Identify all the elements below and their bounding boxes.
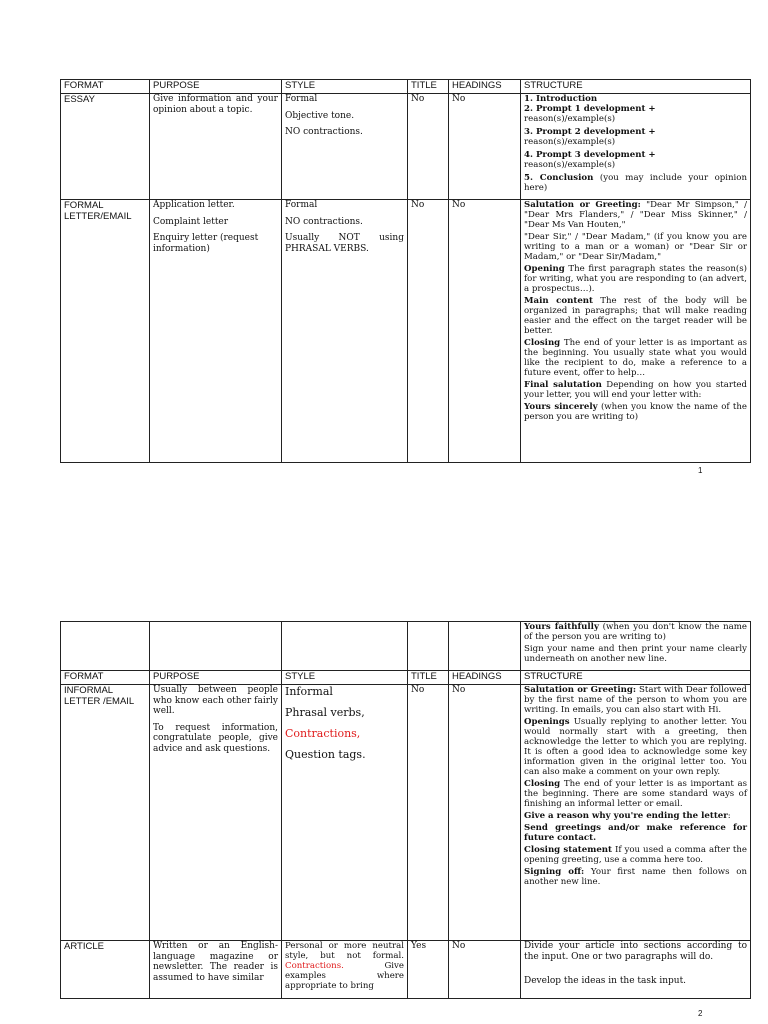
formal-closing-text: The end of your letter is as important as the beginning. You usually state what you would like the recipient to do, make a reference to a future event, offer to help…	[524, 338, 747, 378]
essay-step-3: 3. Prompt 2 development +	[524, 127, 656, 137]
header-format: FORMAT	[61, 80, 150, 94]
style-item: Objective tone.	[285, 110, 355, 121]
page2-table	[60, 621, 751, 999]
essay-step-5-detail: (you may include your opinion here)	[524, 173, 747, 193]
structure-article	[521, 941, 751, 999]
format-informal: INFORMAL LETTER /EMAIL	[61, 685, 150, 941]
essay-step-4: 4. Prompt 3 development +	[524, 150, 656, 160]
informal-closing-text: The end of your letter is as important as the beginning. There are some standard ways of finishing an informal letter or email.	[524, 779, 747, 809]
style-article-examples: Give examples where appropriate to bring	[285, 961, 404, 991]
table-row-article	[61, 941, 751, 999]
title-essay: No	[408, 94, 449, 200]
structure-essay	[521, 94, 751, 200]
header-style: STYLE	[282, 80, 408, 94]
header-structure: STRUCTURE	[521, 80, 751, 94]
style-item: Usually NOT using PHRASAL VERBS.	[285, 233, 404, 254]
formal-closing	[524, 338, 747, 378]
style-article-text: Personal or more neutral style, but not formal.	[285, 941, 404, 961]
table-header-row	[61, 80, 751, 94]
informal-greetings	[524, 823, 747, 843]
style-item: NO contractions.	[285, 216, 363, 227]
style-formal	[282, 200, 408, 463]
style-informal	[282, 685, 408, 941]
essay-step-3-detail: reason(s)/example(s)	[524, 137, 616, 147]
informal-signing-text: Your first name then follows on another new line.	[524, 867, 748, 887]
formal-yours-faithfully-label: Yours faithfully	[524, 622, 599, 632]
essay-step-4-detail: reason(s)/example(s)	[524, 160, 616, 170]
essay-step-1: 1. Introduction	[524, 94, 598, 104]
purpose-essay: Give information and your opinion about a topic.	[150, 94, 282, 200]
purpose-item: Complaint letter	[153, 216, 229, 227]
formal-final-label: Final salutation	[524, 380, 602, 390]
format-essay: ESSAY	[61, 94, 150, 200]
purpose-item: Usually between people who know each other fairly well.	[153, 685, 278, 716]
formal-final-text: Depending on how you started your letter, you will end your letter with:	[524, 380, 747, 400]
informal-salutation-text: Start with Dear followed by the first name of the person to whom you are writing. In emails, you can also start with Hi.	[524, 685, 747, 715]
formal-yours-text: (when you know the name of the person you are writing to)	[524, 402, 747, 422]
formal-main-text: The rest of the body will be organized in paragraphs; that will make reading easier and the effect on the target reader will be better.	[524, 296, 747, 336]
formal-salutation	[524, 200, 747, 230]
formal-yours-faithfully-text: (when you don't know the name of the person you are writing to)	[524, 622, 747, 642]
formal-yours-label: Yours sincerely	[524, 402, 598, 412]
formal-main-label: Main content	[524, 296, 593, 306]
formal-sign: Sign your name and then print your name clearly underneath on another new line.	[524, 644, 747, 664]
headings-informal: No	[449, 685, 521, 941]
style-item: Informal	[285, 685, 333, 698]
purpose-informal	[150, 685, 282, 941]
table-header-row	[61, 671, 751, 685]
formal-salutation-text: "Dear Mr Simpson," / "Dear Mrs Flanders," / "Dear Miss Skinner," / "Dear Ms Van Houten,"	[524, 200, 747, 230]
informal-greetings-label: Send greetings and/or make reference for future contact.	[524, 823, 747, 843]
format-article: ARTICLE	[61, 941, 150, 999]
informal-salutation	[524, 685, 747, 715]
headings-article: No	[449, 941, 521, 999]
style-article	[282, 941, 408, 999]
purpose-formal	[150, 200, 282, 463]
page-number-2: 2	[698, 1009, 703, 1018]
structure-informal	[521, 685, 751, 941]
headings-essay: No	[449, 94, 521, 200]
header-format: FORMAT	[61, 671, 150, 685]
informal-closing	[524, 779, 747, 809]
header-style: STYLE	[282, 671, 408, 685]
informal-openings-text: Usually replying to another letter. You would normally start with a greeting, then acknowledge the letter to which you are replying. It is often a good idea to acknowledge some key information given in the original letter too. You can also make a comment on your own reply.	[524, 717, 747, 777]
formal-yours	[524, 402, 747, 422]
informal-openings	[524, 717, 747, 777]
informal-closing-label: Closing	[524, 779, 561, 789]
purpose-item: Application letter.	[153, 200, 235, 210]
table-row-continuation	[61, 622, 751, 671]
formal-main	[524, 296, 747, 336]
header-title: TITLE	[408, 671, 449, 685]
informal-salutation-label: Salutation or Greeting:	[524, 685, 637, 695]
essay-step-2-detail: reason(s)/example(s)	[524, 114, 616, 124]
purpose-item: Enquiry letter (request information)	[153, 233, 259, 254]
informal-signing	[524, 867, 747, 887]
formal-opening-text: The first paragraph states the reason(s) for writing, what you are responding to (an advert, a prospectus…).	[524, 264, 747, 294]
informal-openings-label: Openings	[524, 717, 570, 727]
style-item: Phrasal verbs,	[285, 706, 365, 719]
informal-signing-label: Signing off:	[524, 867, 585, 877]
style-item: Question tags.	[285, 748, 366, 761]
informal-reason: Give a reason why you're ending the letter:	[524, 811, 731, 821]
informal-reason-label: Give a reason why you're ending the letter	[524, 811, 728, 821]
essay-step-5	[524, 173, 747, 193]
structure-formal	[521, 200, 751, 463]
formal-closing-label: Closing	[524, 338, 561, 348]
page1-table	[60, 79, 751, 463]
header-title: TITLE	[408, 80, 449, 94]
header-purpose: PURPOSE	[150, 671, 282, 685]
article-struct-1: Divide your article into sections according to the input. One or two paragraphs will do.	[524, 941, 747, 962]
format-formal: FORMAL LETTER/EMAIL	[61, 200, 150, 463]
style-item: Formal	[285, 200, 318, 210]
header-headings: HEADINGS	[449, 671, 521, 685]
style-article-contractions: Contractions.	[285, 961, 344, 971]
formal-salutation-label: Salutation or Greeting:	[524, 200, 641, 210]
informal-statement-label: Closing statement	[524, 845, 613, 855]
style-item: NO contractions.	[285, 127, 363, 137]
header-structure: STRUCTURE	[521, 671, 751, 685]
purpose-article: Written or an English-language magazine or newsletter. The reader is assumed to have similar	[150, 941, 282, 999]
header-headings: HEADINGS	[449, 80, 521, 94]
informal-statement	[524, 845, 747, 865]
headings-formal: No	[449, 200, 521, 463]
article-struct-2: Develop the ideas in the task input.	[524, 976, 687, 986]
style-item: Contractions,	[285, 727, 361, 740]
purpose-item: To request information, congratulate people, give advice and ask questions.	[153, 722, 278, 754]
page-number-1: 1	[698, 466, 703, 475]
formal-opening-label: Opening	[524, 264, 565, 274]
formal-final	[524, 380, 747, 400]
table-row-informal	[61, 685, 751, 941]
formal-yours-faithfully	[524, 622, 747, 642]
informal-statement-text: If you used a comma after the opening greeting, use a comma here too.	[524, 845, 747, 865]
title-formal: No	[408, 200, 449, 463]
header-purpose: PURPOSE	[150, 80, 282, 94]
title-informal: No	[408, 685, 449, 941]
essay-step-5-label: 5. Conclusion	[524, 173, 594, 183]
formal-opening	[524, 264, 747, 294]
table-row-formal	[61, 200, 751, 463]
style-item: Formal	[285, 94, 318, 104]
style-essay	[282, 94, 408, 200]
formal-dear-sir: "Dear Sir," / "Dear Madam," (if you know you are writing to a man or a woman) or "Dear Sir or Madam," or "Dear Sir/Madam,"	[524, 232, 747, 262]
structure-continuation	[521, 622, 751, 671]
essay-step-2: 2. Prompt 1 development +	[524, 104, 656, 114]
table-row-essay	[61, 94, 751, 200]
title-article: Yes	[408, 941, 449, 999]
